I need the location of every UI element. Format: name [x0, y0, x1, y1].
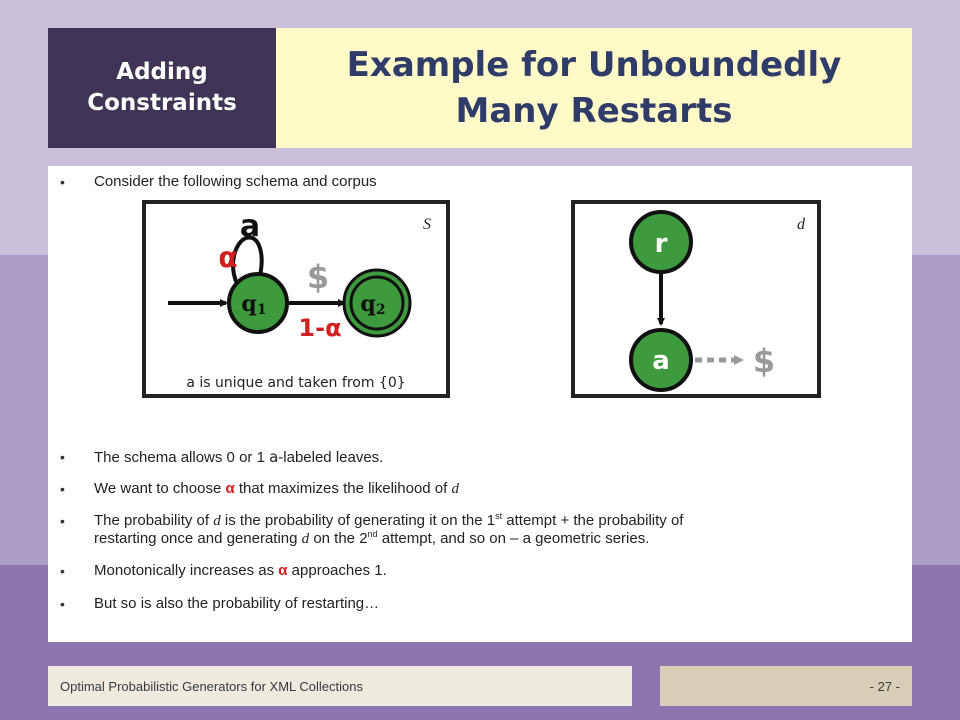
b4-l2-b: on the 2	[309, 530, 368, 547]
bullet-restarting	[94, 595, 874, 613]
b5-post: approaches 1.	[287, 562, 387, 579]
b4-l2-c: attempt, and so on – a geometric series.	[377, 530, 650, 547]
schema-caption: a is unique and taken from {0}	[186, 375, 406, 391]
loop-symbol: a	[239, 209, 261, 244]
b4-line1	[94, 512, 874, 530]
slide-title-line2: Many Restarts	[455, 91, 733, 131]
bullet-schema-allows	[94, 448, 874, 467]
b4-l1-d: d	[213, 513, 221, 529]
slide-title	[276, 28, 912, 148]
b3-mid: that maximizes the likelihood of	[234, 480, 452, 497]
footer-page-number-text: - 27 -	[869, 678, 900, 694]
b4-l1-sup: st	[495, 511, 503, 521]
state-q2-label: q2	[360, 291, 386, 318]
footer-title-text: Optimal Probabilistic Generators for XML Collections	[60, 678, 363, 694]
child-node-label: a	[652, 346, 670, 376]
b4-l2-a: restarting once and generating	[94, 530, 302, 547]
b3-d: d	[451, 481, 459, 497]
b4-line2	[94, 530, 874, 548]
b2-pre: The schema allows 0 or 1	[94, 449, 270, 466]
bullet-consider-text: Consider the following schema and corpus	[94, 173, 377, 190]
b4-l1-c: attempt + the probability of	[502, 512, 684, 529]
b2-a: a	[269, 448, 279, 466]
loop-probability: α	[218, 241, 238, 274]
b4-l2-sup: nd	[367, 529, 378, 539]
b2-post: -labeled leaves.	[278, 449, 384, 466]
bullet-probability	[94, 512, 874, 548]
footer-page-number	[660, 666, 912, 706]
section-label	[48, 28, 276, 148]
content-panel	[48, 166, 912, 642]
state-q1-label: q1	[241, 291, 267, 318]
b5-alpha: α	[278, 562, 288, 579]
b3-alpha: α	[225, 480, 235, 497]
end-symbol: $	[752, 342, 776, 380]
document-frame	[573, 202, 819, 396]
section-label-line2: Constraints	[87, 90, 237, 116]
schema-label: S	[423, 216, 431, 233]
b5-pre: Monotonically increases as	[94, 562, 279, 579]
bullet-monotonic	[94, 562, 874, 580]
root-node-label: r	[654, 229, 668, 259]
b4-l1-a: The probability of	[94, 512, 214, 529]
document-label: d	[797, 216, 805, 233]
b3-pre: We want to choose	[94, 480, 226, 497]
section-label-line1: Adding	[116, 59, 208, 85]
slide-title-line1: Example for Unboundedly	[346, 45, 842, 85]
transition-probability: 1-α	[298, 314, 342, 342]
b4-l1-b: is the probability of generating it on the 1	[220, 512, 496, 529]
b4-l2-d: d	[301, 531, 310, 547]
b6-text: But so is also the probability of restarting…	[94, 595, 380, 612]
transition-symbol: $	[306, 258, 330, 296]
footer-title	[48, 666, 632, 706]
bullet-choose-alpha	[94, 480, 874, 498]
